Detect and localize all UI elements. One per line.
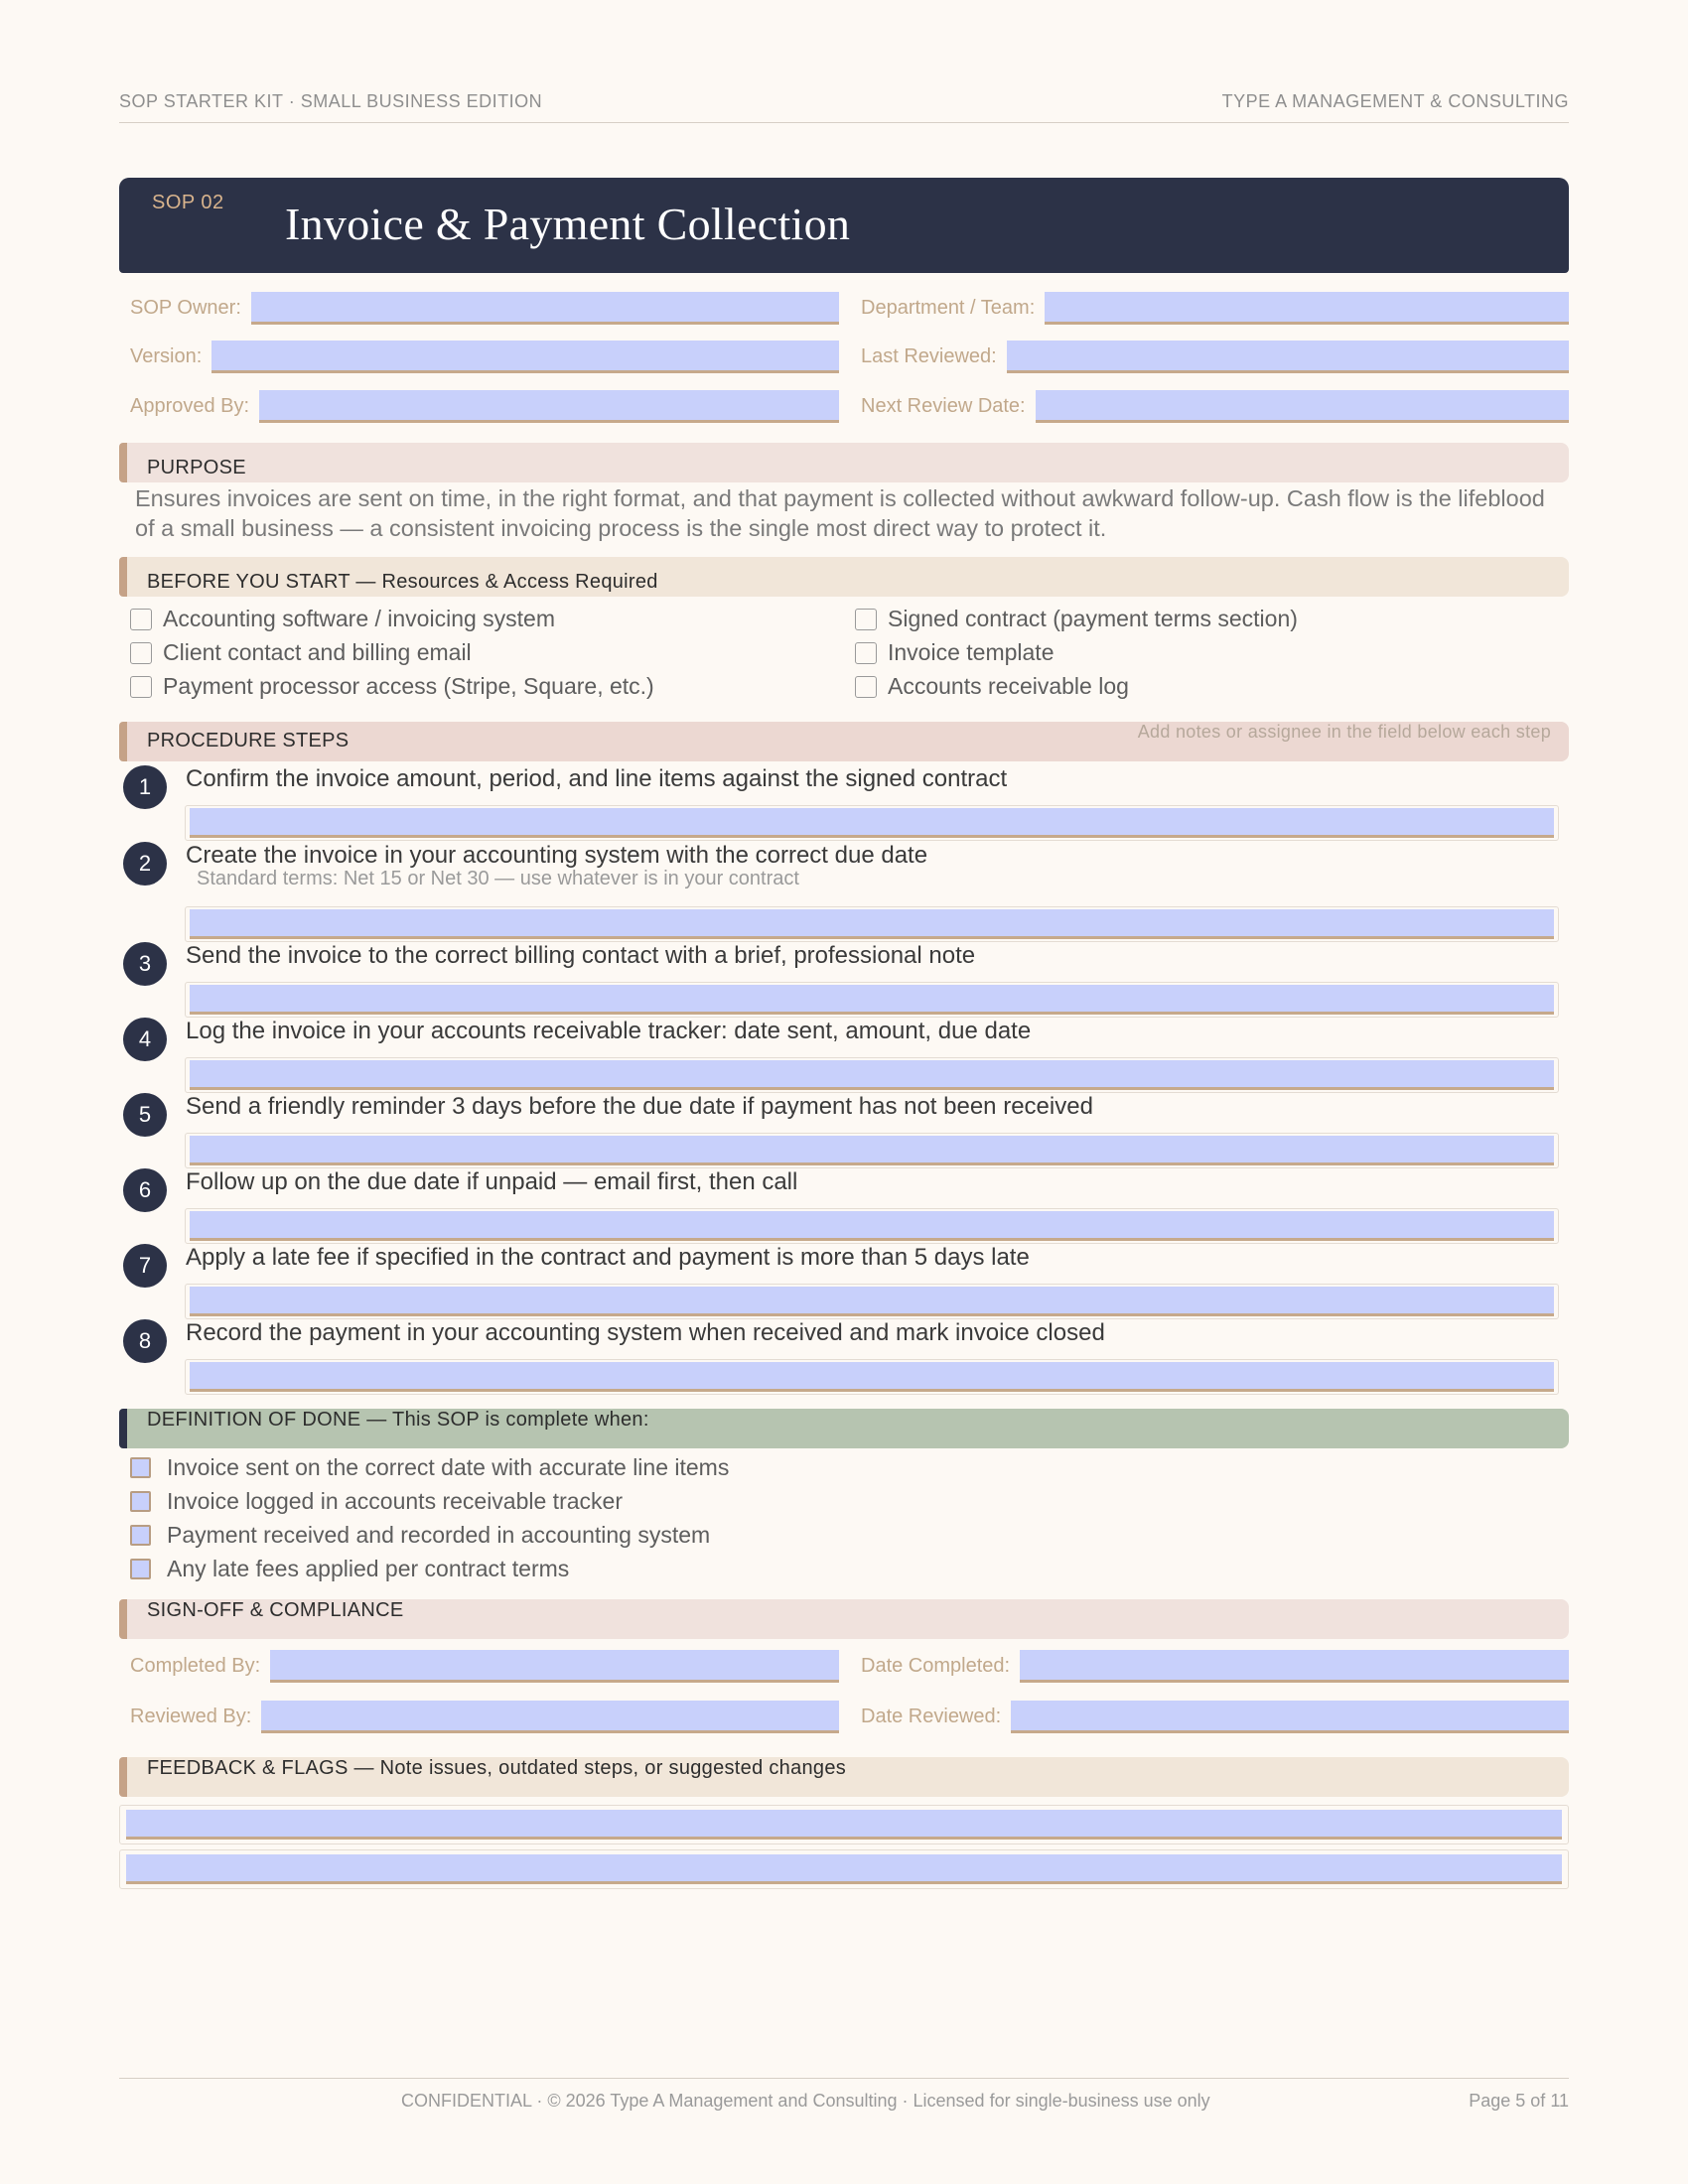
version-field[interactable] (211, 341, 839, 373)
step-text: Apply a late fee if specified in the contract and payment is more than 5 days late (186, 1244, 1030, 1271)
next-review-label: Next Review Date: (861, 394, 1026, 417)
reviewed-field[interactable] (261, 1701, 839, 1733)
done-item[interactable] (130, 1556, 569, 1582)
checkbox[interactable] (130, 1559, 151, 1579)
step-number: 7 (123, 1244, 167, 1288)
resource-item[interactable] (855, 639, 1054, 666)
title-banner (119, 178, 1569, 273)
step-number: 6 (123, 1168, 167, 1212)
before-header (119, 557, 1569, 597)
last-reviewed-label: Last Reviewed: (861, 344, 997, 367)
resource-label: Accounting software / invoicing system (163, 606, 556, 631)
resource-label: Client contact and billing email (163, 639, 472, 665)
version-row (130, 339, 839, 374)
resource-item[interactable] (130, 673, 654, 700)
step-note-box (185, 1208, 1559, 1244)
version-label: Version: (130, 344, 203, 367)
step-note-box (185, 1359, 1559, 1395)
last-reviewed-row (861, 339, 1569, 374)
done-item[interactable] (130, 1522, 710, 1549)
signoff-header (119, 1599, 1569, 1639)
step-number: 3 (123, 942, 167, 986)
checkbox[interactable] (130, 1525, 151, 1546)
step-text: Follow up on the due date if unpaid — email first, then call (186, 1168, 798, 1195)
feedback-field[interactable] (126, 1810, 1562, 1840)
purpose-text: Ensures invoices are sent on time, in the right format, and that payment is collected without awkward follow-up. Cash flow is the lifeblood of a small business — a consistent invoicing process is the single most direct way to protect it. (135, 485, 1545, 541)
purpose-heading: PURPOSE (147, 457, 246, 478)
page-title: Invoice & Payment Collection (285, 199, 851, 249)
page-footer (119, 2078, 1569, 2111)
checkbox[interactable] (855, 609, 877, 630)
done-item[interactable] (130, 1488, 623, 1515)
checkbox[interactable] (130, 642, 152, 664)
step-text: Log the invoice in your accounts receivable tracker: date sent, amount, due date (186, 1018, 1032, 1044)
step-note-box (185, 982, 1559, 1018)
date-completed-row (861, 1648, 1569, 1684)
step-number: 5 (123, 1093, 167, 1137)
step-hint: Standard terms: Net 15 or Net 30 — use whatever is in your contract (197, 868, 799, 889)
step-note-box (185, 1133, 1559, 1168)
last-reviewed-field[interactable] (1007, 341, 1569, 373)
step-number: 2 (123, 842, 167, 886)
checkbox[interactable] (130, 1491, 151, 1512)
checkbox[interactable] (855, 676, 877, 698)
step-note-field[interactable] (190, 1211, 1554, 1241)
step-note-box (185, 1057, 1559, 1093)
reviewed-row (130, 1699, 839, 1734)
next-review-field[interactable] (1036, 390, 1569, 423)
company-name: TYPE A MANAGEMENT & CONSULTING (1221, 91, 1569, 111)
department-row (861, 290, 1569, 326)
checkbox[interactable] (130, 609, 152, 630)
completed-row (130, 1648, 839, 1684)
resource-item[interactable] (130, 606, 555, 632)
resource-label: Invoice template (888, 639, 1055, 665)
step-note-field[interactable] (190, 1362, 1554, 1392)
step-note-field[interactable] (190, 1136, 1554, 1165)
done-label: Payment received and recorded in accounting system (167, 1522, 711, 1548)
date-completed-field[interactable] (1020, 1650, 1569, 1683)
step-text: Send a friendly reminder 3 days before the due date if payment has not been received (186, 1093, 1093, 1120)
step-number: 1 (123, 765, 167, 809)
date-reviewed-row (861, 1699, 1569, 1734)
resource-label: Signed contract (payment terms section) (888, 606, 1298, 631)
feedback-heading: FEEDBACK & FLAGS — Note issues, outdated steps, or suggested changes (147, 1757, 847, 1779)
sop-code: SOP 02 (152, 192, 224, 213)
footer-license: CONFIDENTIAL · © 2026 Type A Management and Consulting · Licensed for single-business use only (401, 2091, 1210, 2111)
step-text: Confirm the invoice amount, period, and line items against the signed contract (186, 765, 1008, 792)
owner-field[interactable] (251, 292, 839, 325)
step-note-box (185, 805, 1559, 841)
next-review-row (861, 388, 1569, 424)
step-note-field[interactable] (190, 985, 1554, 1015)
owner-row (130, 290, 839, 326)
procedure-heading: PROCEDURE STEPS (147, 730, 350, 751)
approved-label: Approved By: (130, 394, 250, 417)
step-text: Create the invoice in your accounting system with the correct due date (186, 842, 928, 869)
completed-field[interactable] (270, 1650, 839, 1683)
page-header (119, 91, 1569, 123)
resource-label: Payment processor access (Stripe, Square, etc.) (163, 673, 654, 699)
date-completed-label: Date Completed: (861, 1654, 1011, 1677)
done-item[interactable] (130, 1454, 729, 1481)
completed-label: Completed By: (130, 1654, 261, 1677)
feedback-box (119, 1849, 1569, 1889)
owner-label: SOP Owner: (130, 296, 241, 319)
resource-item[interactable] (855, 673, 1129, 700)
feedback-box (119, 1805, 1569, 1844)
step-note-field[interactable] (190, 909, 1554, 939)
purpose-header (119, 443, 1569, 482)
department-field[interactable] (1045, 292, 1569, 325)
step-number: 8 (123, 1319, 167, 1363)
feedback-field[interactable] (126, 1854, 1562, 1884)
done-heading: DEFINITION OF DONE — This SOP is complete when: (147, 1409, 649, 1431)
feedback-header (119, 1757, 1569, 1797)
before-heading: BEFORE YOU START — Resources & Access Required (147, 571, 658, 593)
department-label: Department / Team: (861, 296, 1036, 319)
done-label: Invoice logged in accounts receivable tracker (167, 1488, 623, 1514)
reviewed-label: Reviewed By: (130, 1705, 252, 1727)
date-reviewed-field[interactable] (1011, 1701, 1569, 1733)
step-note-field[interactable] (190, 1287, 1554, 1316)
resource-item[interactable] (130, 639, 472, 666)
procedure-note: Add notes or assignee in the field below each step (1137, 722, 1551, 742)
resource-label: Accounts receivable log (888, 673, 1129, 699)
done-label: Invoice sent on the correct date with accurate line items (167, 1454, 730, 1480)
resource-item[interactable] (855, 606, 1298, 632)
done-header (119, 1409, 1569, 1448)
procedure-header (119, 722, 1569, 761)
step-text: Send the invoice to the correct billing contact with a brief, professional note (186, 942, 976, 969)
checkbox[interactable] (855, 642, 877, 664)
approved-row (130, 388, 839, 424)
done-label: Any late fees applied per contract terms (167, 1556, 570, 1581)
checkbox[interactable] (130, 676, 152, 698)
step-text: Record the payment in your accounting system when received and mark invoice closed (186, 1319, 1105, 1346)
date-reviewed-label: Date Reviewed: (861, 1705, 1002, 1727)
step-note-box (185, 906, 1559, 942)
signoff-heading: SIGN-OFF & COMPLIANCE (147, 1599, 404, 1621)
step-note-field[interactable] (190, 808, 1554, 838)
step-note-box (185, 1284, 1559, 1319)
approved-field[interactable] (259, 390, 839, 423)
step-note-field[interactable] (190, 1060, 1554, 1090)
kit-title: SOP STARTER KIT · SMALL BUSINESS EDITION (119, 91, 543, 111)
checkbox[interactable] (130, 1457, 151, 1478)
step-number: 4 (123, 1018, 167, 1061)
page-number: Page 5 of 11 (1469, 2091, 1569, 2111)
